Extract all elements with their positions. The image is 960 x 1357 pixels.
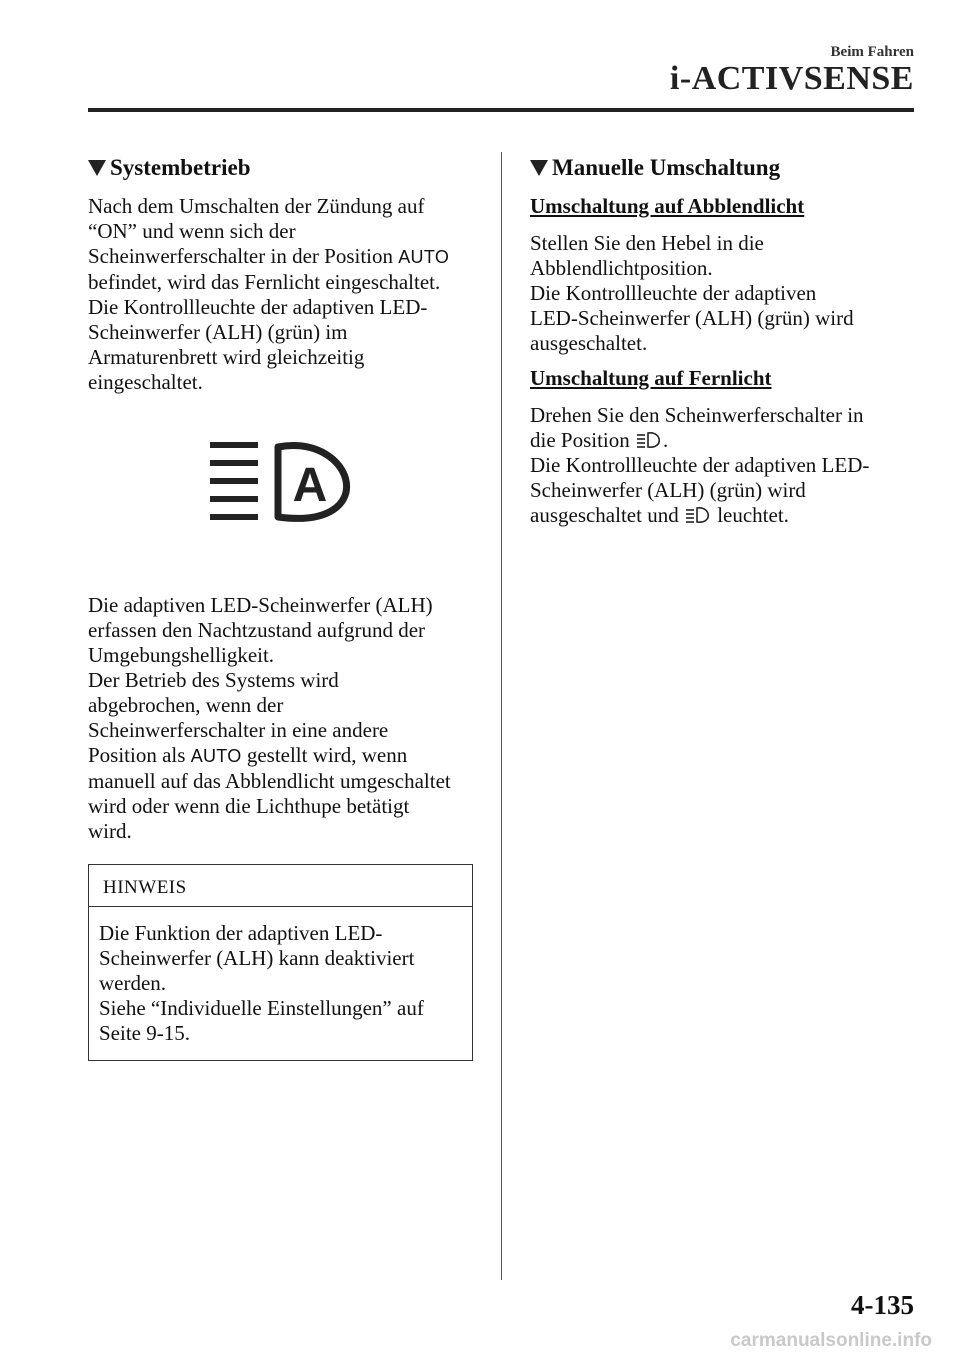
chapter-title: i-ACTIVSENSE	[669, 60, 914, 97]
text-line: Nach dem Umschalten der Zündung auf	[88, 194, 425, 218]
note-title: HINWEIS	[89, 865, 472, 907]
subheading-low-beam: Umschaltung auf Abblendlicht	[530, 194, 805, 218]
auto-position-label: AUTO	[398, 247, 450, 267]
high-beam-icon	[636, 431, 662, 449]
text-fragment: gestellt wird, wenn	[246, 743, 408, 767]
watermark-text[interactable]: carmanualsonline.info	[730, 1330, 932, 1351]
text-line: ausgeschaltet.	[530, 331, 648, 355]
text-line	[88, 244, 478, 270]
note-body	[89, 907, 472, 1060]
text-line: Drehen Sie den Scheinwerferschalter in	[530, 403, 864, 427]
text-line: Seite 9-15.	[99, 1021, 190, 1045]
text-line: abgebrochen, wenn der	[88, 693, 284, 717]
text-line: erfassen den Nachtzustand aufgrund der	[88, 618, 426, 642]
text-line: werden.	[99, 971, 167, 995]
alh-icon-letter: A	[292, 459, 328, 512]
text-fragment: leuchtet.	[717, 503, 789, 527]
text-fragment: .	[663, 428, 669, 452]
text-line: “ON” und wenn sich der	[88, 219, 296, 243]
text-line: Der Betrieb des Systems wird	[88, 668, 339, 692]
auto-position-label: AUTO	[190, 746, 242, 766]
heading-text: Manuelle Umschaltung	[552, 155, 781, 180]
text-line: Die Kontrollleuchte der adaptiven LED-	[530, 453, 870, 477]
text-line: Die Funktion der adaptiven LED-	[99, 921, 383, 945]
paragraph-alh-detection	[88, 593, 478, 844]
triangle-down-icon	[530, 160, 548, 176]
text-line	[530, 428, 910, 453]
text-line: Armaturenbrett wird gleichzeitig	[88, 345, 365, 369]
triangle-down-icon	[88, 160, 106, 176]
note-box	[88, 864, 473, 1061]
text-line: eingeschaltet.	[88, 370, 203, 394]
text-line: Umgebungshelligkeit.	[88, 643, 275, 667]
section-label: Beim Fahren	[830, 44, 914, 60]
paragraph-low-beam	[530, 231, 910, 356]
heading-text: Systembetrieb	[110, 155, 251, 180]
right-column	[530, 155, 910, 538]
paragraph-high-beam	[530, 403, 910, 528]
page-number: 4-135	[851, 1290, 914, 1320]
text-fragment: Position als	[88, 743, 186, 767]
text-line: LED-Scheinwerfer (ALH) (grün) wird	[530, 306, 854, 330]
text-line	[88, 743, 478, 769]
text-line: Stellen Sie den Hebel in die	[530, 231, 764, 255]
text-line: Siehe “Individuelle Einstellungen” auf	[99, 996, 424, 1020]
paragraph-system-operation	[88, 194, 478, 395]
text-line: befindet, wird das Fernlicht eingeschaltet.	[88, 270, 441, 294]
left-column	[88, 155, 478, 1061]
high-beam-icon	[685, 506, 711, 524]
header-rule	[88, 108, 914, 112]
text-line: Scheinwerfer (ALH) (grün) im	[88, 320, 348, 344]
section-heading-manual	[530, 155, 910, 180]
text-fragment: ausgeschaltet und	[530, 503, 679, 527]
text-line: wird oder wenn die Lichthupe betätigt	[88, 794, 410, 818]
column-divider	[501, 152, 502, 1280]
text-fragment: Scheinwerferschalter in der Position	[88, 244, 393, 268]
subheading-high-beam: Umschaltung auf Fernlicht	[530, 366, 772, 390]
text-line: Abblendlichtposition.	[530, 256, 713, 280]
text-line: Die adaptiven LED-Scheinwerfer (ALH)	[88, 593, 433, 617]
text-fragment: die Position	[530, 428, 630, 452]
text-line: Die Kontrollleuchte der adaptiven	[530, 281, 817, 305]
text-line: Scheinwerferschalter in eine andere	[88, 718, 389, 742]
alh-indicator-figure	[88, 439, 478, 549]
text-line: wird.	[88, 819, 132, 843]
text-line: manuell auf das Abblendlicht umgeschaltet	[88, 769, 451, 793]
text-line	[530, 503, 910, 528]
section-heading-systembetrieb	[88, 155, 478, 180]
text-line: Die Kontrollleuchte der adaptiven LED-	[88, 295, 428, 319]
text-line: Scheinwerfer (ALH) (grün) wird	[530, 478, 806, 502]
adaptive-headlight-icon	[206, 439, 362, 525]
text-line: Scheinwerfer (ALH) kann deaktiviert	[99, 946, 415, 970]
